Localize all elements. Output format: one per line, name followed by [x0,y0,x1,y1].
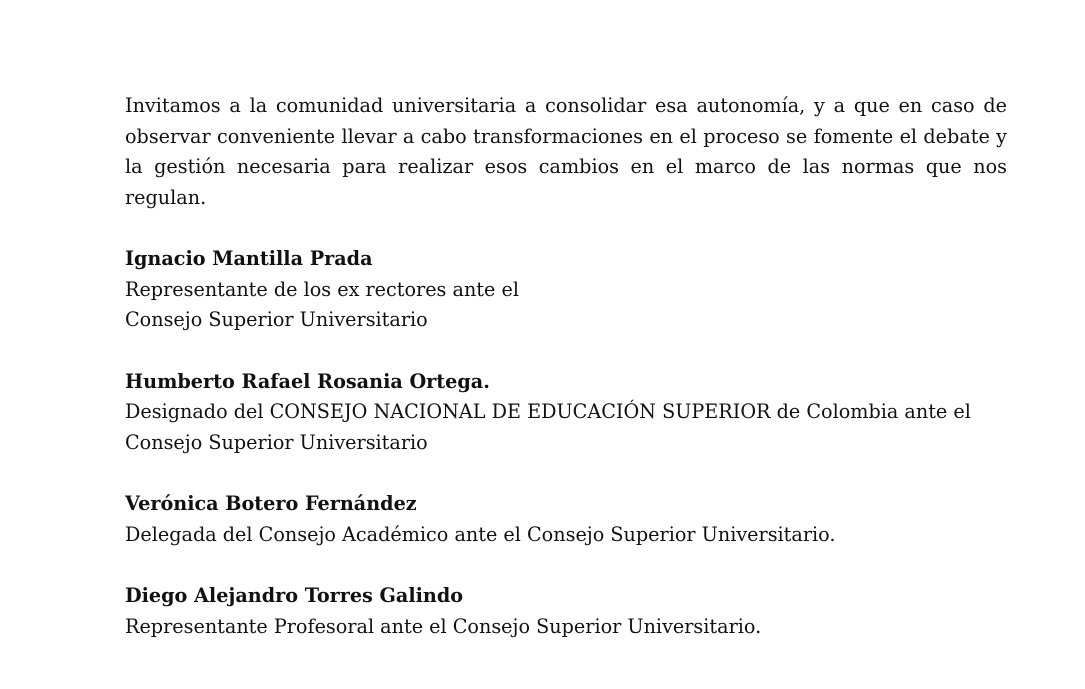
signatory-name: Ignacio Mantilla Prada [125,247,373,270]
signatory-name: Humberto Rafael Rosania Ortega. [125,369,490,393]
signatory-role-line: Representante de los ex rectores ante el [125,277,519,301]
signatory-role-line: Consejo Superior Universitario [125,430,428,454]
signatory-block [125,367,1007,459]
signatory-role-line: Delegada del Consejo Académico ante el Consejo Superior Universitario. [125,522,836,546]
signatory-name: Diego Alejandro Torres Galindo [125,584,464,607]
body-paragraph: Invitamos a la comunidad universitaria a consolidar esa autonomía, y a que en caso de observar conveniente llevar a cabo transformaciones en el proceso se fomente el debate y la gestión necesaria para realizar esos cambios en el marco de las normas que nos regulan. [125,94,1007,209]
signatory-name: Verónica Botero Fernández [125,492,417,515]
signatory-role-line: Representante Profesoral ante el Consejo Superior Universitario. [125,614,762,638]
signatory-block [125,581,1007,642]
signatory-role-line: Designado del CONSEJO NACIONAL DE EDUCACIÓN SUPERIOR de Colombia ante el [125,400,971,423]
document-page [125,91,1007,642]
signatory-block [125,489,1007,550]
signatory-role-line: Consejo Superior Universitario [125,308,428,331]
signatory-block [125,244,1007,336]
